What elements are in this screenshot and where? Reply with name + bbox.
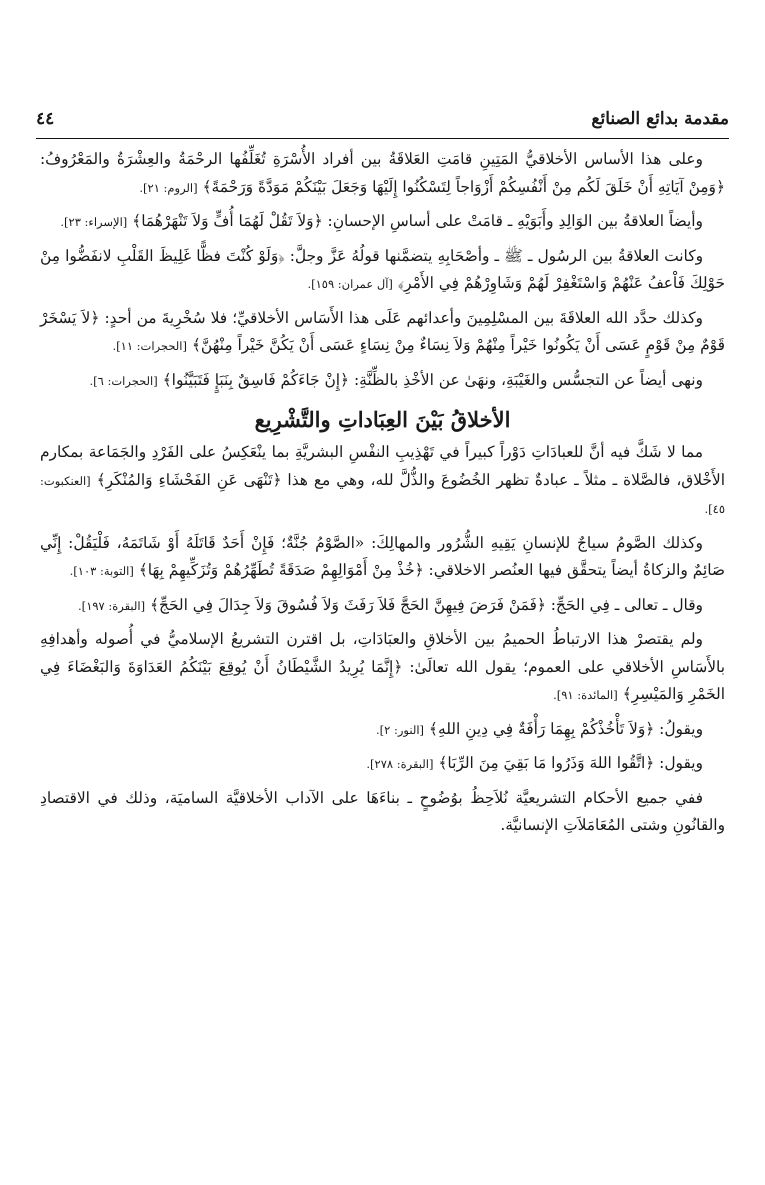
page-number: ٤٤ xyxy=(36,109,55,129)
section-heading: الأخلاقُ بَيْنَ العِبَاداتِ والتَّشْرِيع xyxy=(254,407,511,432)
quran-reference: [الروم: ٢١]. xyxy=(139,180,198,195)
paragraph xyxy=(40,785,725,840)
paragraph-text: وقال ـ تعالى ـ فِي الحَجِّ: ﴿فَمَنْ فَرَضَ فِيهِنَّ الحَجَّ فَلاَ رَفَثَ وَلاَ فُسُوقَ وَلاَ جِدَالَ فِي الحَجِّ﴾ xyxy=(150,595,703,614)
quran-reference: [الحجرات: ١١]. xyxy=(112,339,187,353)
paragraph xyxy=(40,146,725,202)
paragraph-text: ويقول: ﴿اتَّقُوا اللهَ وَذَرُوا مَا بَقِيَ مِنَ الرِّبَا﴾ xyxy=(438,754,703,772)
paragraph xyxy=(40,439,725,524)
paragraph xyxy=(40,716,725,745)
quran-reference: [النور: ٢]. xyxy=(375,722,425,737)
paragraph xyxy=(40,243,725,299)
page-header xyxy=(36,103,729,135)
quran-reference: [آل عمران: ١٥٩]. xyxy=(307,277,393,291)
running-title: مقدمة بدائع الصنائع xyxy=(591,109,729,129)
paragraph-text: ففي جميع الأحكام التشريعيَّة نُلاَحِظُ بوُضُوحٍ ـ بناءَهَا على الآداب الأخلاقيَّة الساميَة، وذلك في الاقتصادِ والقانُونِ وشتى المُعَامَلاَتِ الإنسانيَّة. xyxy=(40,788,725,834)
paragraph xyxy=(40,626,725,710)
header-rule xyxy=(36,138,729,139)
quran-reference: [البقرة: ١٩٧]. xyxy=(78,598,146,613)
paragraph-text: ويقولُ: ﴿وَلاَ تَأْخُذْكُمْ بِهِمَا رَأْفَةٌ فِي دِينِ اللهِ﴾ xyxy=(428,719,703,738)
quran-reference: [الإسراء: ٢٣]. xyxy=(60,215,128,229)
paragraph-text: وكانت العلاقةُ بين الرسُول ـ ﷺ ـ وأصْحَابِهِ يتضمَّنها قولُهُ عَزَّ وجلَّ: ﴿وَلَوْ كُنْتَ فظًّا غَلِيظَ القَلْبِ لانفَضُّوا مِنْ حَوْلِكَ فَاْعفُ عَنْهُمْ وَاسْتَغْفِرْ لَهُمْ وَشَاوِرْهُمْ فِي الأَمْرِ﴾ xyxy=(40,246,725,292)
paragraph-text: ونهى أيضاً عن التجسُّس والغَيْبَةِ، ونهَىٰ عن الأخْذِ بالظِّنَّةِ: ﴿إِنْ جَاءَكُمْ فَاسِقٌ بِنَبَإٍ فَتَبَيَّنُوا﴾ xyxy=(162,370,703,389)
paragraph-text: وكذلك حدَّد الله العلاقَةَ بين المسْلِمِينَ وأعدائهم عَلَى هذا الأَسَاس الأخلاقيِّ؛ فلا سُخْرِيةَ من أحدٍ: ﴿لاَ يَسْخَرْ قَوْمٌ مِنْ قَوْمٍ عَسَى أَنْ يَكُونُوا خَيْراً مِنْهُمْ وَلاَ نِسَاءٌ مِنْ نِسَاءٍ عَسَى أَنْ يَكُنَّ خَيْراً مِنْهُنَّ﴾ xyxy=(40,308,725,354)
quran-reference: [التوبة: ١٠٣]. xyxy=(69,564,134,578)
quran-reference: [البقرة: ٢٧٨]. xyxy=(366,757,434,771)
paragraph xyxy=(40,750,725,779)
paragraph xyxy=(40,367,725,396)
paragraph-text: وكذلك الصَّومُ سياجٌ للإنسانِ يَقِيهِ الشُّرُور والمهالِكَ: «الصَّوْمُ جُنَّةٌ؛ فَإِنْ أَحَدٌ قَاتَلَهُ أَوْ شَاتَمَهُ، فَلْيَقُلْ: إِنِّي صَائِمٌ والزكاةُ أيضاً يتحقَّق فيها العنُصر الاخلاقي: ﴿خُذْ مِنْ أَمْوَالِهِمْ صَدَقَةً تُطَهِّرُهُمْ وَتُزَكِّيهِمْ بِهَا﴾ xyxy=(40,533,725,579)
paragraph xyxy=(40,208,725,237)
paragraph xyxy=(40,305,725,361)
quran-reference: [المائدة: ٩١]. xyxy=(553,688,618,702)
quran-reference: [الحجرات: ٦]. xyxy=(89,373,158,388)
paragraph xyxy=(40,530,725,586)
paragraph-text: وعلى هذا الأساس الأخلاقيُّ المَتِينِ قامَتِ العَلاقَةُ بين أفراد الأُسْرَةِ تُغَلِّفُها الرحْمَةُ والعِشْرَةُ والمَعْرُوفُ: ﴿وَمِنْ آيَاتِهِ أَنْ خَلَقَ لَكُم مِنْ أَنْفُسِكُمْ أَزْوَاجاً لِتَسْكُنُوا إِلَيْهَا وَجَعَلَ بَيْنَكُمْ مَوَدَّةً وَرَحْمَةً﴾ xyxy=(40,150,725,196)
paragraph-text: مما لا شَكَّ فيه أنَّ للعبادَاتِ دَوْراً كبيراً في تَهْذِيبِ النفْسِ البشريَّةِ بما ينْعَكِسُ على الفَرْدِ والجَمَاعة بمكارم الأَخْلاق، فالصَّلاة ـ مثلاً ـ عبادةٌ تظهر الخُضُوعَ والذُّلَّ لله، وهي مع هذا ﴿تَنْهَى عَنِ الفَحْشَاءِ وَالمُنْكَرِ﴾ xyxy=(40,443,725,489)
paragraph xyxy=(40,592,725,621)
paragraph-text: ولم يقتصرْ هذا الارتباطُ الحميمُ بين الأخلاقِ والعبَادَاتِ، بل اقترن التشريعُ الإسلاميُّ في أُصوله وأهدافِهِ بالأَسَاسِ الأخلاقي على العموم؛ يقول الله تعالَىٰ: ﴿إِنَّمَا يُرِيدُ الشَّيْطَانُ أَنْ يُوقِعَ بَيْنَكُمُ العَدَاوَةَ وَالبَغْضَاءَ فِي الخَمْرِ وَالمَيْسِرِ﴾ xyxy=(40,630,725,703)
page-body xyxy=(40,146,725,840)
paragraph-text: وأيضاً العلاقةُ بين الوَالِدِ وأَبَوَيْهِ ـ قامَتْ على أساسِ الإحسانِ: ﴿وَلاَ تَقُلْ لَهُمَا أُفٍّ وَلاَ تَنْهَرْهُمَا﴾ xyxy=(132,212,703,230)
quran-reference: [العنكبوت: ٤٥]. xyxy=(40,473,725,516)
